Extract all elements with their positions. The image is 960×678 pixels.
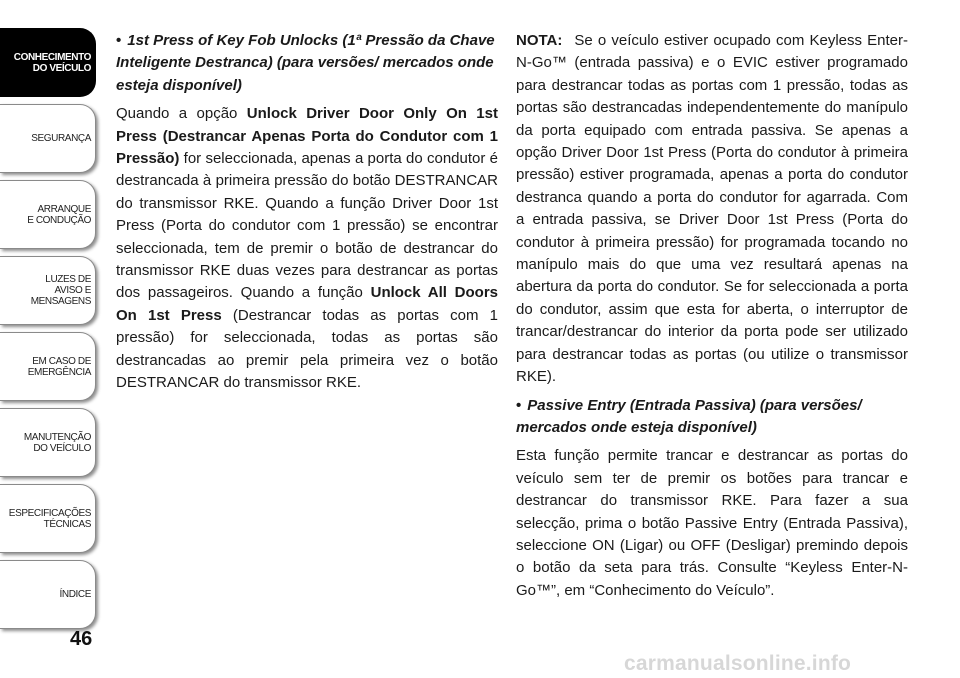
section-heading [516, 395, 908, 440]
option-name: Unlock Driver Door Only On 1st Press (Destrancar Apenas Porta do Condutor com 1 Pressão) [116, 105, 498, 168]
tab-indice[interactable] [0, 560, 96, 629]
right-column [516, 30, 908, 608]
body-paragraph: Esta função permite trancar e destrancar as portas do veículo sem ter de premir os botões para trancar e destrancar do transmissor RKE. Para fazer a sua selecção, prima o botão Passive Entry (Entrada Passiva), seleccione ON (Ligar) ou OFF (Desligar) premindo depois o botão da seta para trás. Consulte “Keyless Enter-N-Go™”, em “Conhecimento do Veículo”. [516, 447, 908, 599]
heading-text: 1st Press of Key Fob Unlocks (1ª Pressão da Chave Inteligente Destranca) (para versões/ mercados onde esteja disponível) [116, 32, 495, 94]
page-number: 46 [70, 628, 93, 650]
para-text: (Destrancar todas as portas com 1 pressão) for seleccionada, todas as portas são destrancadas ao premir pela primeira vez o botão DESTRANCAR do transmissor RKE. [116, 306, 498, 392]
note-label: NOTA: [516, 32, 563, 49]
body-paragraph [116, 103, 498, 394]
tab-label: CONHECIMENTO DO VEÍCULO [13, 51, 91, 74]
tab-especificacoes-tecnicas[interactable] [0, 484, 96, 553]
option-name: Unlock All Doors On 1st Press [116, 284, 499, 324]
bullet: • [116, 32, 122, 49]
para-text: for seleccionada, apenas a porta do condutor é destrancada à primeira pressão do botão DESTRANCAR do transmissor RKE. Quando a função Driver Door 1st Press (Porta do condutor com 1 pressão) se encontrar seleccionada, tem de premir o botão de destrancar do transmissor RKE duas vezes para destrancar as portas dos passageiros. Quando a função [116, 150, 498, 302]
note-text: Se o veículo estiver ocupado com Keyless Enter-N-Go™ (entrada passiva) e o EVIC estiver programado para destrancar todas as portas com 1 pressão, todas as portas são destrancadas independentemente do manípulo da porta equipado com entrada passiva. Se apenas a opção Driver Door 1st Press (Porta do condutor à primeira pressão) estiver programada, apenas a porta do condutor destranca quando a porta do condutor for agarrada. Com a entrada passiva, se Driver Door 1st Press (Porta do condutor à primeira pressão) for programada tocando no manípulo mais do que uma vez resultará apenas na abertura da porta do condutor. Se for seleccionada a porta do condutor, assim que esta for aberta, o interruptor de trancar/destrancar do interior da porta pode ser utilizado para destrancar todas as portas (ou utilize o transmissor RKE). [516, 32, 908, 386]
section-heading [116, 30, 498, 97]
tab-label: ARRANQUE E CONDUÇÃO [27, 203, 91, 226]
tab-seguranca[interactable] [0, 104, 96, 173]
heading-text: Passive Entry (Entrada Passiva) (para versões/ mercados onde esteja disponível) [516, 396, 862, 436]
tab-label: EM CASO DE EMERGÊNCIA [27, 355, 91, 378]
tab-conhecimento-do-veiculo[interactable] [0, 28, 96, 97]
tab-arranque-e-conducao[interactable] [0, 180, 96, 249]
tab-em-caso-de-emergencia[interactable] [0, 332, 96, 401]
para-text: Quando a opção [116, 105, 238, 123]
tab-luzes-de-aviso[interactable] [0, 256, 96, 325]
tab-manutencao-do-veiculo[interactable] [0, 408, 96, 477]
tab-label: LUZES DE AVISO E MENSAGENS [30, 274, 91, 307]
bullet: • [516, 396, 522, 414]
watermark: carmanualsonline.info [624, 652, 852, 675]
left-column [116, 30, 498, 401]
tab-label: ÍNDICE [59, 589, 91, 600]
tab-label: ESPECIFICAÇÕES TÉCNICAS [8, 507, 91, 530]
tab-label: MANUTENÇÃO DO VEÍCULO [23, 431, 91, 454]
tab-label: SEGURANÇA [31, 133, 91, 144]
note-paragraph [516, 30, 908, 389]
